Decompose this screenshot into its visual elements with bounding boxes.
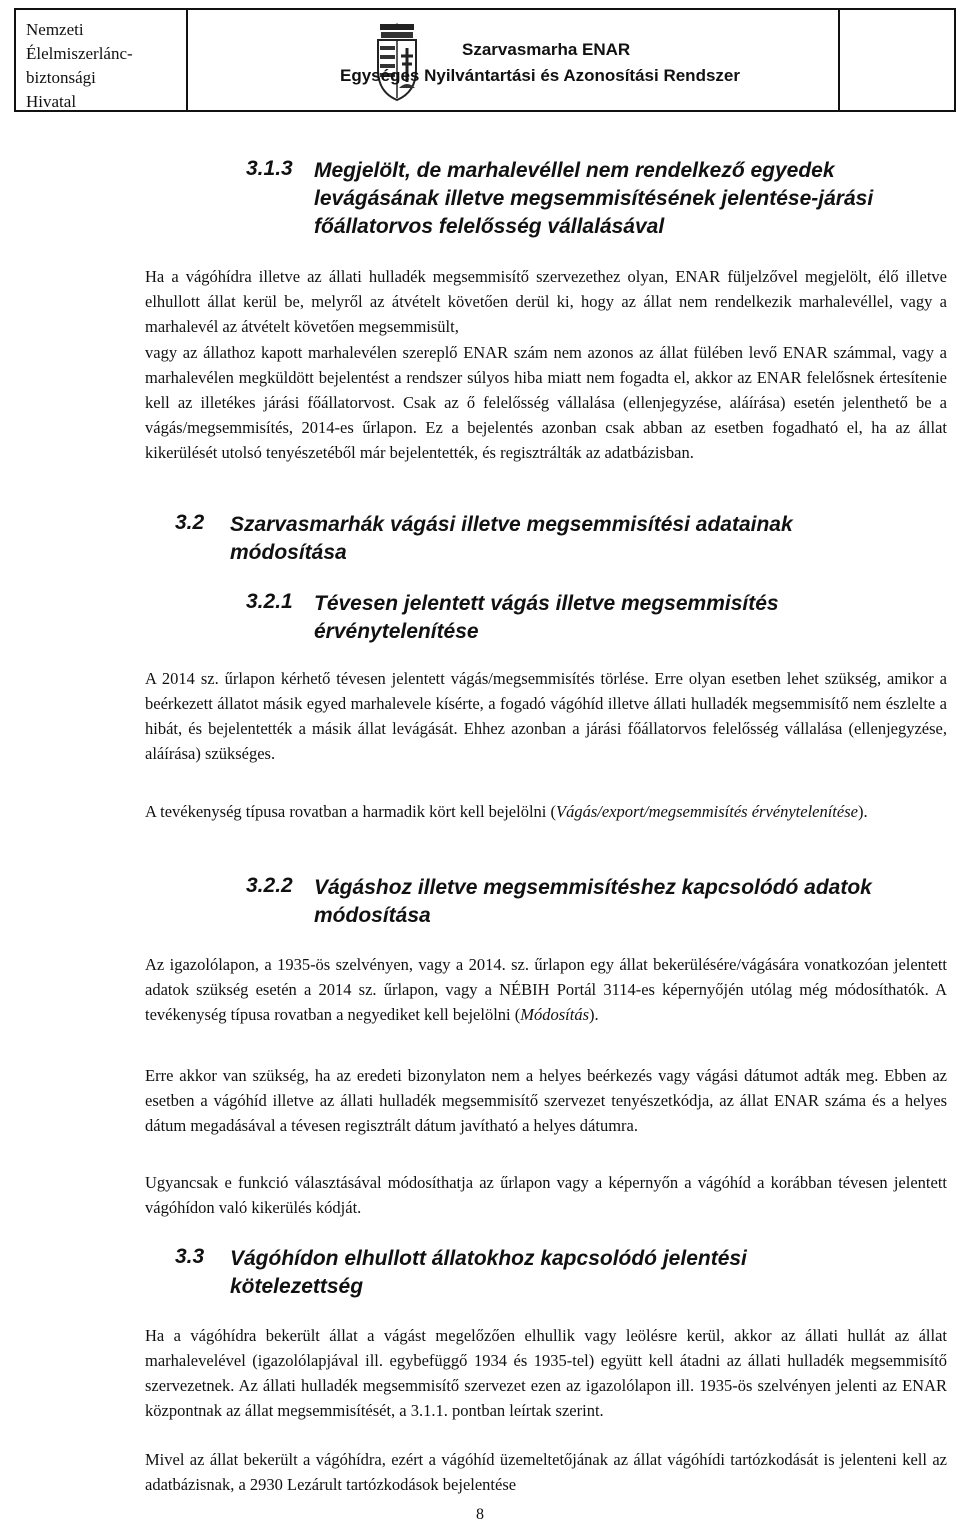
section-number: 3.2.1 <box>246 590 293 613</box>
emphasis-text: Módosítás <box>520 1005 590 1024</box>
org-line: Hivatal <box>26 92 77 111</box>
heading-line: Vágáshoz illetve megsemmisítéshez kapcsolódó adatok <box>314 876 872 899</box>
paragraph: A 2014 sz. űrlapon kérhető tévesen jelentett vágás/megsemmisítés törlése. Erre olyan esetben lehet szükség, amikor a beérkezett állatot másik egyed marhalevele kísérte, a fogadó vágóhíd illetve állati hulladék megsemmisítő nem észlelte a hibát, és bejelentették a másik állat levágását. Ehhez azonban a járási főállatorvos felelősség vállalása (ellenjegyzése, aláírása) szükséges. <box>145 669 947 763</box>
section-number: 3.2.2 <box>246 874 293 897</box>
section-number: 3.2 <box>175 511 205 534</box>
hungarian-coat-of-arms-icon <box>372 22 422 102</box>
page-header <box>14 8 956 112</box>
section-heading <box>230 1245 950 1301</box>
paragraph: Ha a vágóhídra illetve az állati hulladék megsemmisítő szervezethez olyan, ENAR füljelzővel megjelölt, élő illetve elhullott állat kerül be, melyről az átvételt követően derül ki, hogy az állat nem rendelkezik marhalevéllel, vagy a marhalevél az átvételt követően megsemmisült, <box>145 267 947 336</box>
heading-line: kötelezettség <box>230 1275 364 1298</box>
text-run: ). <box>857 802 868 821</box>
heading-line: módosítása <box>230 541 347 564</box>
section-number: 3.3 <box>175 1245 205 1268</box>
paragraph: Erre akkor van szükség, ha az eredeti bizonylaton nem a helyes beérkezés vagy vágási dátumot adták meg. Ebben az esetben a vágóhíd illetve az állati hulladék megsemmisítő szervezet tenyészetkódja, az állat ENAR száma és a helyes dátum megadásával a tévesen regisztrált dátum javítható a helyes dátumra. <box>145 1066 947 1135</box>
paragraph: Mivel az állat bekerült a vágóhídra, ezért a vágóhíd üzemeltetőjának az állat vágóhídi tartózkodását is jelenteni kell az adatbázisnak, a 2930 Lezárult tartózkodások bejelentése <box>145 1450 947 1494</box>
heading-line: Megjelölt, de marhalevéllel nem rendelkező egyedek <box>314 159 835 182</box>
heading-line: érvénytelenítése <box>314 620 479 643</box>
section-heading <box>230 511 950 567</box>
paragraph: vagy az állathoz kapott marhalevélen szereplő ENAR szám nem azonos az állat fülében levő ENAR számmal, vagy a marhalevélen megküldött bejelentést a rendszer súlyos hiba miatt nem fogadta el, akkor az ENAR felelősnek értesítenie kell az illetékes járási főállatorvost. Csak az ő felelősség vállalása (ellenjegyzése, aláírása) esetén jelenthető be a vágás/megsemmisítés, 2014-es űrlapon. Ez a bejelentés azonban csak abban az esetben fogadható el, ha az állat kikerülését utolsó tenyészetéből már bejelentették, és regisztrálták az adatbázisban. <box>145 343 947 462</box>
text-run: ). <box>589 1005 599 1024</box>
paragraph <box>145 952 947 1027</box>
org-line: Nemzeti <box>26 20 84 39</box>
section-heading <box>314 874 954 930</box>
emphasis-text: Vágás/export/megsemmisítés érvénytelenítése <box>556 802 858 821</box>
section-heading <box>314 157 954 241</box>
heading-line: főállatorvos felelősség vállalásával <box>314 215 665 238</box>
heading-line: Szarvasmarhák vágási illetve megsemmisítési adatainak <box>230 513 793 536</box>
heading-line: levágásának illetve megsemmisítésének jelentése-járási <box>314 187 874 210</box>
header-subtitle: Egységes Nyilvántartási és Azonosítási Rendszer <box>340 66 740 85</box>
heading-line: Tévesen jelentett vágás illetve megsemmisítés <box>314 592 779 615</box>
org-line: Élelmiszerlánc- <box>26 44 133 63</box>
paragraph: Ha a vágóhídra bekerült állat a vágást megelőzően elhullik vagy leölésre kerül, akkor az állati hullát az állat marhalevelével (igazolólapjával ill. egybefüggő 1934 és 1935-tel) együtt kell átadni az állati hulladék megsemmisítő szervezetnek. Az állati hulladék megsemmisítő szervezet ezen az igazolólapon ill. 1935-ös szelvényen jelenti az ENAR központnak az állat megsemmisítését, a 3.1.1. pontban leírtak szerint. <box>145 1326 947 1420</box>
section-heading <box>314 590 954 646</box>
heading-line: Vágóhídon elhullott állatokhoz kapcsolódó jelentési <box>230 1247 747 1270</box>
header-title-block <box>188 10 840 110</box>
page-number: 8 <box>476 1506 484 1523</box>
header-empty-cell <box>840 10 954 110</box>
header-title: Szarvasmarha ENAR <box>462 40 631 59</box>
organization-name <box>16 10 188 110</box>
section-number: 3.1.3 <box>246 157 293 180</box>
text-run: A tevékenység típusa rovatban a harmadik kört kell bejelölni ( <box>145 802 557 821</box>
paragraph: Ugyancsak e funkció választásával módosíthatja az űrlapon vagy a képernyőn a vágóhíd a korábban tévesen jelentett vágóhídon való kikerülés kódját. <box>145 1173 947 1217</box>
heading-line: módosítása <box>314 904 431 927</box>
text-run: Az igazolólapon, a 1935-ös szelvényen, vagy a 2014. sz. űrlapon egy állat bekerülésére/vágására vonatkozóan jelentett adatok szükség esetén a 2014 sz. űrlapon, vagy a NÉBIH Portál 3114-es képernyőjén utólag még módosíthatók. A tevékenység típusa rovatban a negyediket kell bejelölni ( <box>145 955 947 1024</box>
org-line: biztonsági <box>26 68 96 87</box>
paragraph <box>145 799 947 824</box>
